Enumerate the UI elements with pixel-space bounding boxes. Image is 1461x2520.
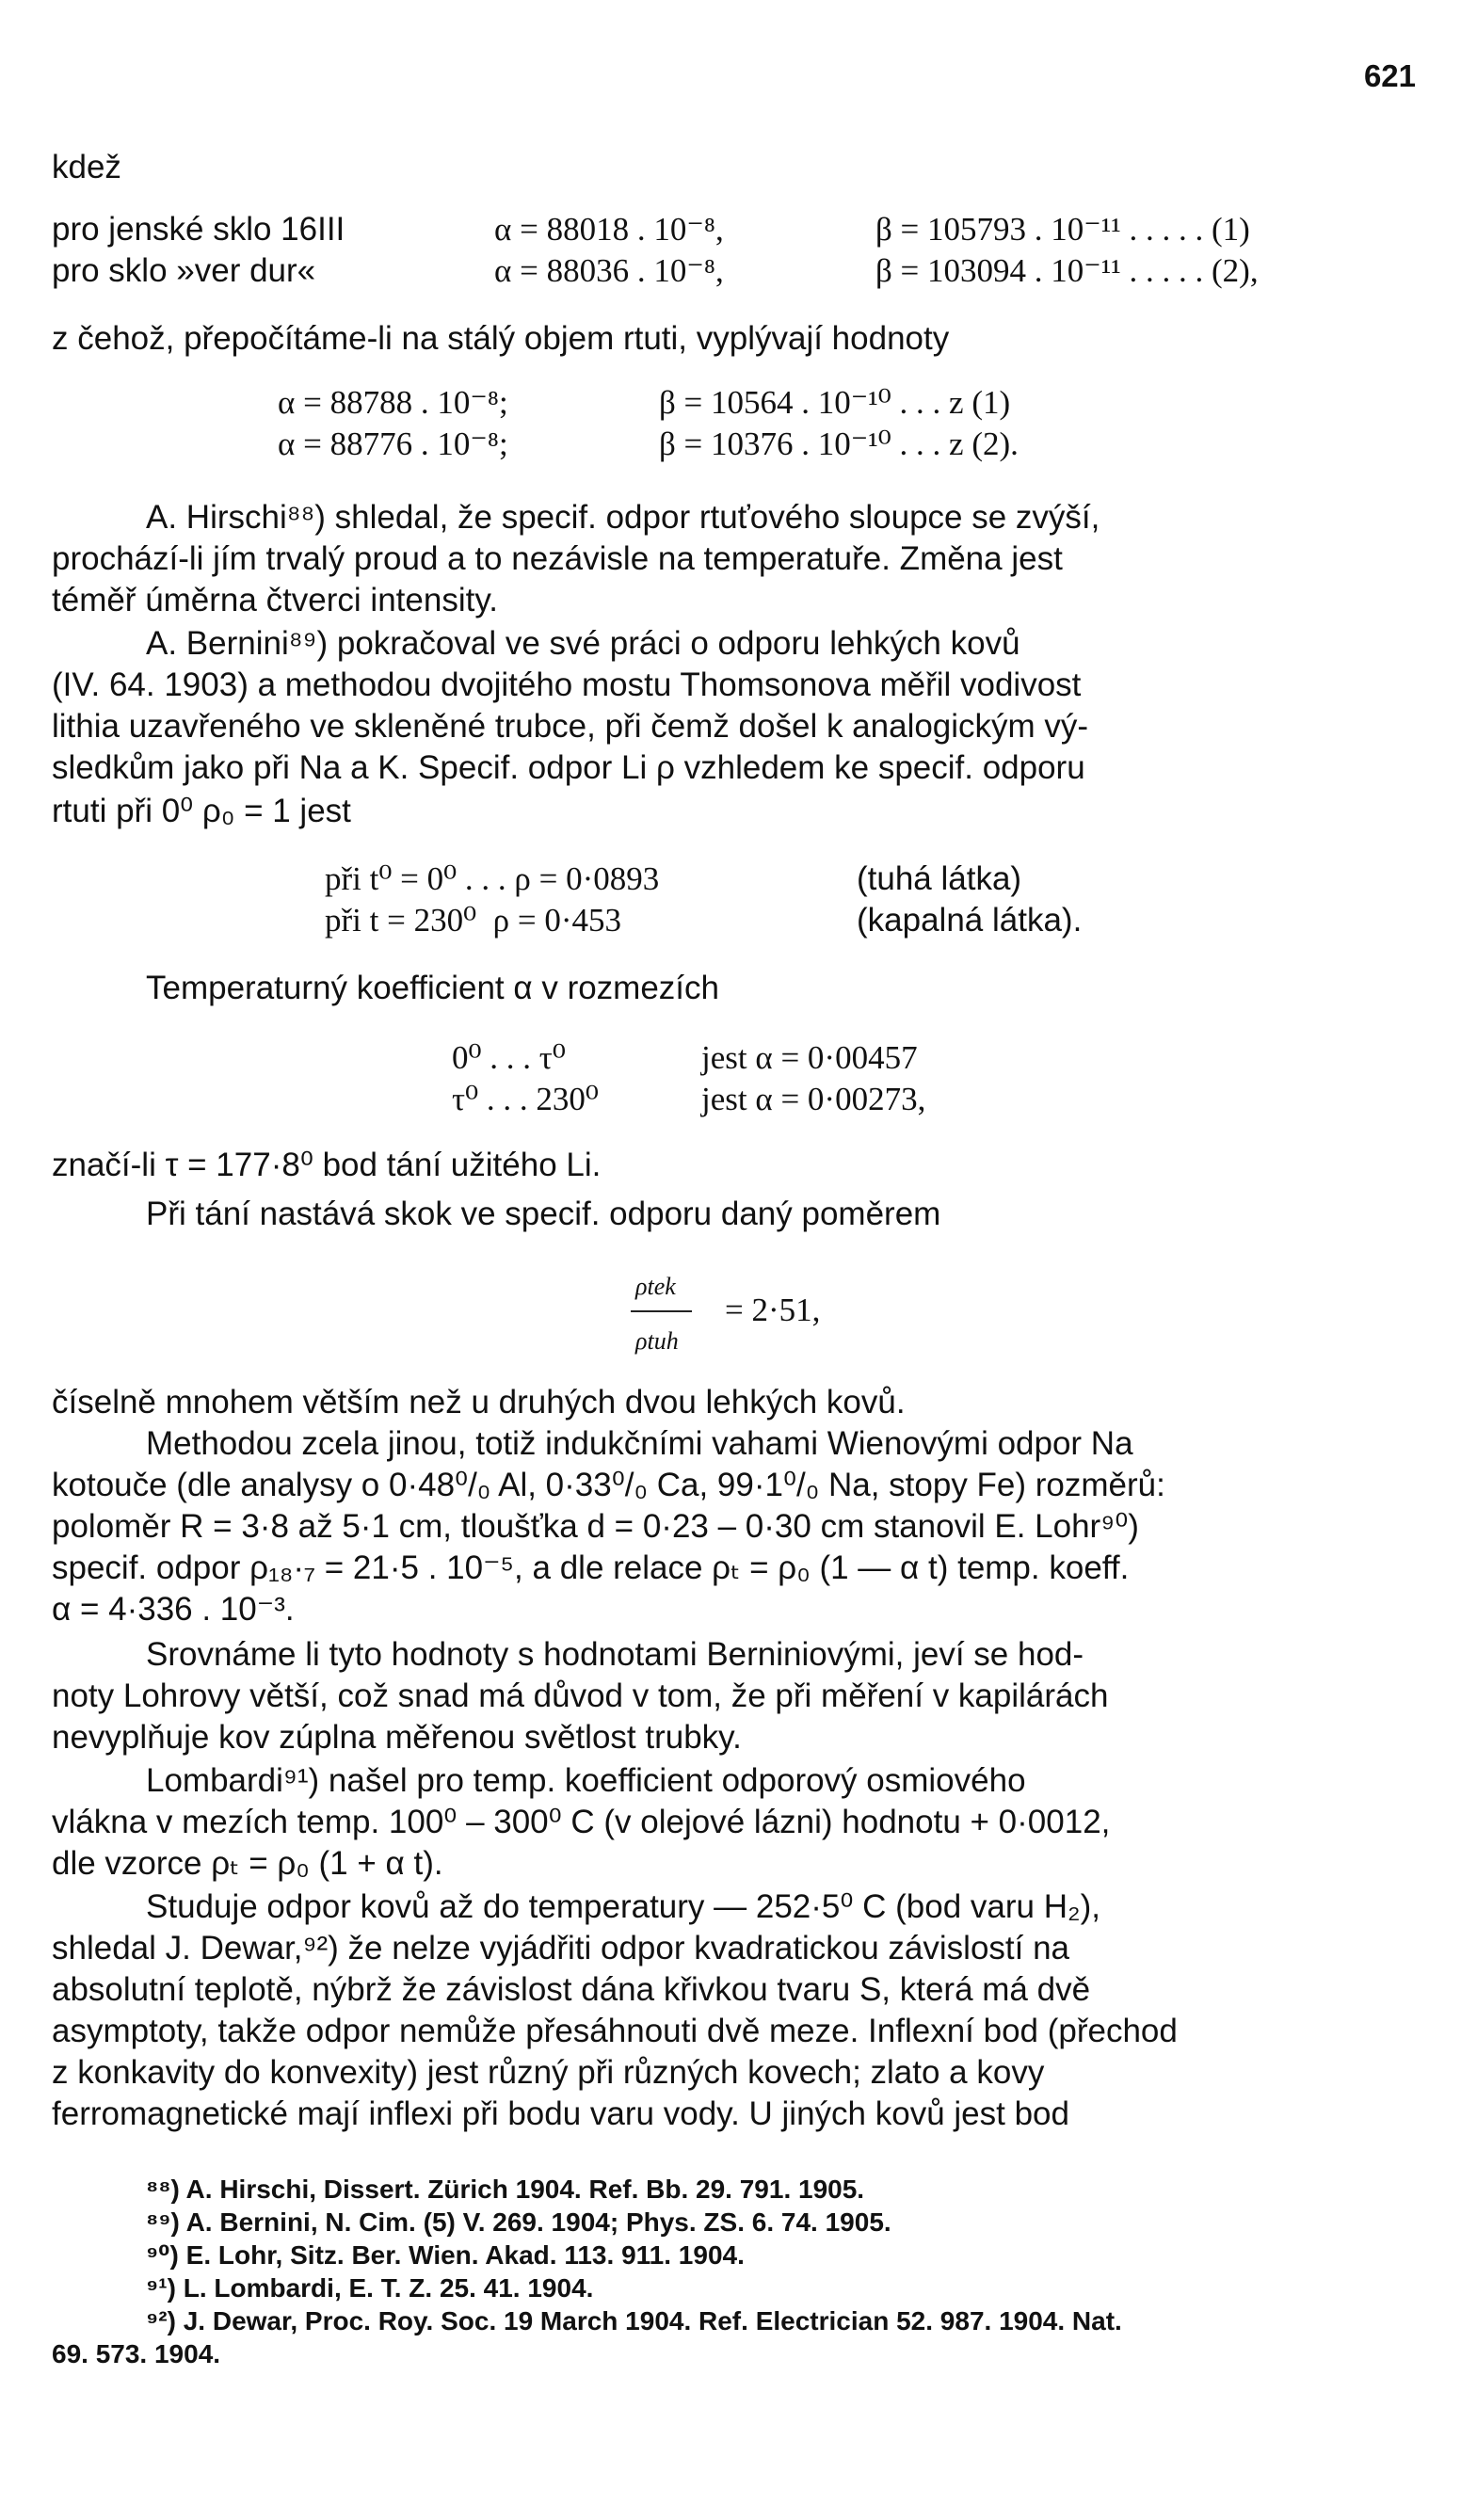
text-line: shledal J. Dewar,⁹²) že nelze vyjádřiti odpor kvadratickou závislostí na — [52, 1930, 1070, 1966]
text-line: Studuje odpor kovů až do temperatury — 252·5⁰ C (bod varu H₂), — [146, 1888, 1100, 1925]
text-line: Lombardi⁹¹) našel pro temp. koefficient odporový osmiového — [146, 1762, 1026, 1799]
text-line: Při tání nastává skok ve specif. odporu daný poměrem — [146, 1196, 941, 1232]
text-line: (tuhá látka) — [857, 860, 1022, 897]
text-line: lithia uzavřeného ve skleněné trubce, při čemž došel k analogickým vý- — [52, 708, 1089, 745]
text-line: kotouče (dle analysy o 0·48⁰/₀ Al, 0·33⁰/₀ Ca, 99·1⁰/₀ Na, stopy Fe) rozměrů: — [52, 1467, 1165, 1503]
footnote-90: ⁹⁰) E. Lohr, Sitz. Ber. Wien. Akad. 113. 911. 1904. — [146, 2240, 745, 2270]
footnote-91: ⁹¹) L. Lombardi, E. T. Z. 25. 41. 1904. — [146, 2273, 594, 2303]
formula-beta: β = 10376 . 10⁻¹⁰ . . . z (2). — [659, 425, 1019, 462]
fraction-denominator: ρtuh — [635, 1327, 679, 1355]
formula-beta: β = 10564 . 10⁻¹⁰ . . . z (1) — [659, 384, 1011, 421]
formula-line: jest α = 0·00457 — [701, 1039, 918, 1076]
footnote-88: ⁸⁸) A. Hirschi, Dissert. Zürich 1904. Ref. Bb. 29. 791. 1905. — [146, 2175, 865, 2204]
text-line: značí-li τ = 177·8⁰ bod tání užitého Li. — [52, 1147, 602, 1183]
text-line: sledkům jako při Na a K. Specif. odpor Li ρ vzhledem ke specif. odporu — [52, 749, 1085, 786]
formula-alpha: α = 88788 . 10⁻⁸; — [278, 384, 508, 421]
formula-alpha: α = 88036 . 10⁻⁸, — [494, 252, 724, 289]
text-line: prochází-li jím trvalý proud a to nezávisle na temperatuře. Změna jest — [52, 540, 1063, 577]
formula-alpha: α = 88776 . 10⁻⁸; — [278, 425, 508, 462]
text-line: ferromagnetické mají inflexi při bodu varu vody. U jiných kovů jest bod — [52, 2095, 1069, 2132]
fraction-bar — [631, 1310, 692, 1312]
text-line: A. Bernini⁸⁹) pokračoval ve své práci o odporu lehkých kovů — [146, 625, 1020, 662]
text-line: Temperaturný koefficient α v rozmezích — [146, 970, 719, 1006]
footnote-89: ⁸⁹) A. Bernini, N. Cim. (5) V. 269. 1904; Phys. ZS. 6. 74. 1905. — [146, 2207, 891, 2237]
text-line: z konkavity do konvexity) jest různý při různých kovech; zlato a kovy — [52, 2054, 1045, 2091]
text-line: poloměr R = 3·8 až 5·1 cm, tloušťka d = 0·23 – 0·30 cm stanovil E. Lohr⁹⁰) — [52, 1508, 1139, 1545]
text-line: vlákna v mezích temp. 100⁰ – 300⁰ C (v olejové lázni) hodnotu + 0·0012, — [52, 1804, 1111, 1840]
text-line: téměř úměrna čtverci intensity. — [52, 582, 498, 618]
text-line: A. Hirschi⁸⁸) shledal, že specif. odpor rtuťového sloupce se zvýší, — [146, 499, 1100, 536]
text-line: (kapalná látka). — [857, 902, 1083, 939]
formula-line: při t = 230⁰ ρ = 0·453 — [325, 902, 621, 939]
text-line: číselně mnohem větším než u druhých dvou lehkých kovů. — [52, 1384, 906, 1421]
text-line: noty Lohrovy větší, což snad má důvod v tom, že při měření v kapilárách — [52, 1677, 1109, 1714]
footnote-92: ⁹²) J. Dewar, Proc. Roy. Soc. 19 March 1904. Ref. Electrician 52. 987. 1904. Nat. — [146, 2306, 1122, 2335]
formula-line: τ⁰ . . . 230⁰ — [452, 1081, 599, 1117]
formula-line: jest α = 0·00273, — [701, 1081, 926, 1117]
text-line: Methodou zcela jinou, totiž indukčními vahami Wienovými odpor Na — [146, 1425, 1133, 1462]
formula-beta: β = 105793 . 10⁻¹¹ . . . . . (1) — [875, 211, 1250, 248]
fraction-numerator: ρtek — [635, 1273, 676, 1300]
text-line: pro jenské sklo 16III — [52, 211, 345, 248]
text-line: asymptoty, takže odpor nemůže přesáhnouti dvě meze. Inflexní bod (přechod — [52, 2013, 1178, 2049]
formula-beta: β = 103094 . 10⁻¹¹ . . . . . (2), — [875, 252, 1259, 289]
formula-line: při t⁰ = 0⁰ . . . ρ = 0·0893 — [325, 860, 660, 897]
page-number: 621 — [1363, 58, 1416, 93]
text-line: α = 4·336 . 10⁻³. — [52, 1591, 295, 1628]
text-line: pro sklo »ver dur« — [52, 252, 316, 289]
text-line: nevyplňuje kov zúplna měřenou světlost trubky. — [52, 1719, 742, 1756]
text-line: absolutní teplotě, nýbrž že závislost dána křivkou tvaru S, která má dvě — [52, 1971, 1091, 2008]
text-line: kdež — [52, 149, 121, 185]
footnote-92-continued: 69. 573. 1904. — [52, 2339, 221, 2368]
text-line: specif. odpor ρ₁₈·₇ = 21·5 . 10⁻⁵, a dle relace ρₜ = ρ₀ (1 — α t) temp. koeff. — [52, 1549, 1130, 1586]
text-line: dle vzorce ρₜ = ρ₀ (1 + α t). — [52, 1845, 443, 1882]
formula-line: 0⁰ . . . τ⁰ — [452, 1039, 566, 1076]
text-line: rtuti při 0⁰ ρ₀ = 1 jest — [52, 793, 351, 829]
text-line: (IV. 64. 1903) a methodou dvojitého mostu Thomsonova měřil vodivost — [52, 666, 1082, 703]
text-line: z čehož, přepočítáme-li na stálý objem rtuti, vyplývají hodnoty — [52, 320, 950, 357]
text-line: Srovnáme li tyto hodnoty s hodnotami Berniniovými, jeví se hod- — [146, 1636, 1084, 1673]
fraction-value: = 2·51, — [725, 1292, 821, 1328]
formula-alpha: α = 88018 . 10⁻⁸, — [494, 211, 724, 248]
